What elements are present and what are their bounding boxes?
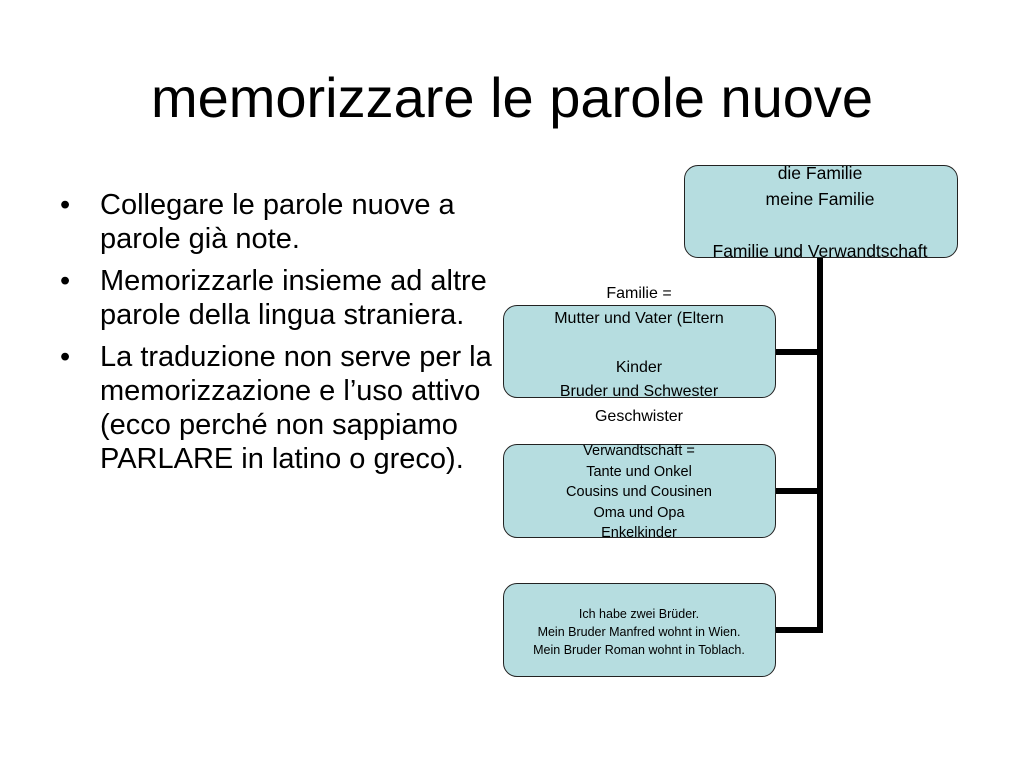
familie-line: [505, 331, 773, 356]
bullet-icon: •: [60, 341, 71, 373]
familie-box-text: [505, 282, 773, 429]
bullet-icon: •: [60, 265, 71, 297]
familie-line: Bruder und Schwester: [559, 383, 719, 400]
verwandtschaft-line: Oma und Opa: [593, 504, 685, 521]
example-line: Mein Bruder Roman wohnt in Toblach.: [533, 643, 745, 657]
bullet-text: Memorizzarle insieme ad altre parole della lingua straniera.: [100, 265, 487, 331]
verwandtschaft-line: Cousins und Cousinen: [566, 484, 712, 500]
verwandtschaft-line: Enkelkinder: [601, 525, 677, 541]
familie-line: Kinder: [615, 358, 663, 376]
bullet-text: La traduzione non serve per la memorizzazione e l’uso attivo (ecco perché non sappiamo PARLARE in latino o greco).: [100, 341, 492, 475]
slide-title: memorizzare le parole nuove: [150, 66, 874, 129]
root-box-text: [672, 160, 968, 264]
familie-line: Mutter und Vater (Eltern: [554, 309, 724, 327]
verwandtschaft-line: Tante und Onkel: [586, 463, 692, 480]
familie-line: Geschwister: [594, 407, 684, 425]
verwandtschaft-box-text: [505, 441, 773, 544]
example-line: Mein Bruder Manfred wohnt in Wien.: [537, 625, 741, 639]
example-box-text: [505, 605, 773, 659]
verwandtschaft-line: Verwandtschaft =: [583, 443, 695, 459]
root-line: die Familie: [777, 163, 863, 183]
root-line: Familie und Verwandtschaft: [712, 241, 928, 261]
bullet-icon: •: [60, 189, 71, 221]
example-line: Ich habe zwei Brüder.: [578, 607, 700, 621]
root-line: [672, 212, 968, 238]
bullet-text: Collegare le parole nuove a parole già note.: [100, 189, 455, 255]
familie-line: Familie =: [606, 285, 672, 302]
root-line: meine Familie: [765, 189, 875, 209]
